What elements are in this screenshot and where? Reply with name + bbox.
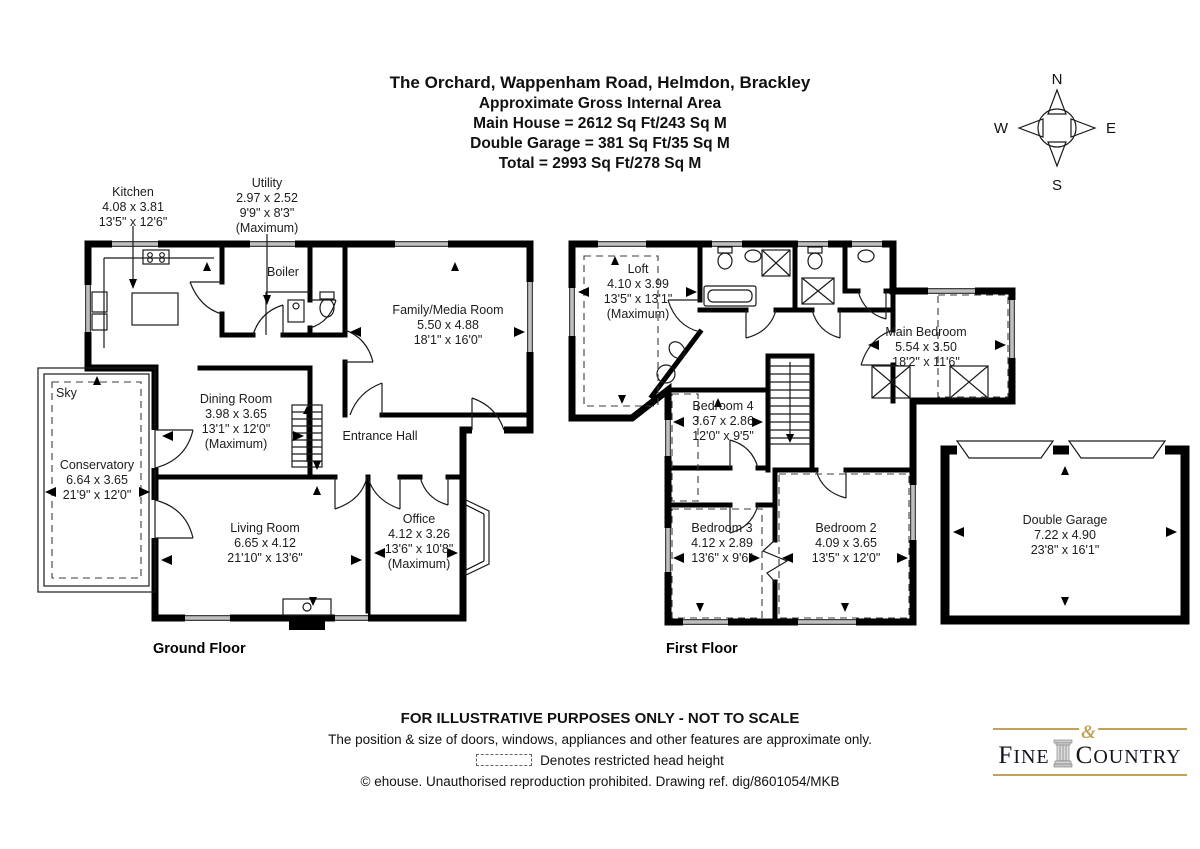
room-name: Boiler	[267, 265, 299, 279]
footer-approximate: The position & size of doors, windows, appliances and other features are approximate only.	[328, 732, 872, 747]
fine-and-country-logo	[993, 722, 1187, 780]
room-dims-m: 5.50 x 4.88	[417, 318, 479, 332]
compass-north-label: N	[1051, 71, 1063, 88]
room-label-conservatory	[60, 458, 134, 503]
room-label-main-bedroom	[885, 325, 966, 370]
room-dims-ft: 18'1" x 16'0"	[413, 333, 483, 347]
room-name: Double Garage	[1022, 513, 1108, 527]
room-dims-ft: 13'1" x 12'0"	[201, 422, 271, 436]
total-area: Total = 2993 Sq Ft/278 Sq M	[498, 155, 702, 172]
cloakroom-toilet-icon	[320, 292, 334, 317]
room-dims-m: 4.10 x 3.99	[607, 277, 669, 291]
room-name: Entrance Hall	[342, 429, 418, 443]
room-name: Bedroom 3	[691, 521, 753, 535]
room-dims-m: 7.22 x 4.90	[1034, 528, 1096, 542]
logo-bottom-rule	[993, 774, 1187, 776]
room-label-living	[227, 521, 303, 566]
room-note: (Maximum)	[606, 307, 670, 321]
room-dims-m: 2.97 x 2.52	[236, 191, 298, 205]
kitchen-fixtures	[92, 250, 214, 348]
room-dims-ft: 13'6" x 10'8"	[384, 542, 454, 556]
room-label-entrance-hall	[342, 429, 417, 444]
garage-area: Double Garage = 381 Sq Ft/35 Sq M	[470, 135, 730, 152]
room-name: Sky	[56, 386, 77, 400]
room-label-bedroom2	[812, 521, 881, 566]
room-dims-ft: 21'10" x 13'6"	[227, 551, 303, 565]
room-label-sky	[56, 386, 77, 401]
room-label-loft	[604, 262, 673, 322]
room-note: (Maximum)	[204, 437, 268, 451]
room-name: Living Room	[230, 521, 300, 535]
fireplace-icon	[283, 599, 331, 630]
room-dims-m: 4.09 x 3.65	[815, 536, 877, 550]
room-dims-m: 4.08 x 3.81	[102, 200, 164, 214]
room-dims-ft: 13'5" x 12'6"	[98, 215, 168, 229]
stairs-down-icon	[770, 358, 810, 444]
ground-floor-plan	[38, 226, 534, 630]
wardrobe-icons	[872, 366, 988, 398]
footer-restricted: Denotes restricted head height	[540, 753, 724, 768]
room-label-kitchen	[99, 185, 168, 230]
room-label-bedroom4	[692, 399, 754, 444]
title-subtitle: Approximate Gross Internal Area	[478, 95, 722, 112]
property-address: The Orchard, Wappenham Road, Helmdon, Brackley	[389, 73, 811, 92]
room-name: Utility	[251, 176, 283, 190]
room-dims-ft: 23'8" x 16'1"	[1030, 543, 1100, 557]
room-label-dining	[200, 392, 272, 452]
footer-copyright: © ehouse. Unauthorised reproduction prohibited. Drawing ref. dig/8601054/MKB	[360, 774, 840, 789]
compass-south-label: S	[1051, 177, 1063, 194]
room-dims-ft: 13'5" x 12'0"	[811, 551, 881, 565]
room-name: Loft	[627, 262, 649, 276]
room-dims-m: 4.12 x 3.26	[388, 527, 450, 541]
room-label-family-media	[392, 303, 503, 348]
restricted-head-height-key-icon	[476, 754, 532, 766]
office-bay-window	[466, 500, 489, 575]
room-name: Kitchen	[112, 185, 154, 199]
title-block	[0, 72, 1200, 174]
room-name: Family/Media Room	[392, 303, 504, 317]
room-name: Conservatory	[59, 458, 135, 472]
footer-notice: FOR ILLUSTRATIVE PURPOSES ONLY - NOT TO SCALE	[400, 710, 800, 727]
main-house-area: Main House = 2612 Sq Ft/243 Sq M	[473, 115, 727, 132]
room-dims-ft: 21'9" x 12'0"	[62, 488, 132, 502]
compass-west-label: W	[993, 120, 1008, 137]
room-note: (Maximum)	[387, 557, 451, 571]
room-name: Bedroom 4	[692, 399, 754, 413]
logo-country: COUNTRY	[1075, 742, 1182, 769]
room-label-bedroom3	[691, 521, 753, 566]
compass-east-label: E	[1106, 120, 1117, 137]
room-label-office	[385, 512, 454, 572]
room-dims-ft: 13'5" x 13'1"	[603, 292, 673, 306]
room-dims-m: 4.12 x 2.89	[691, 536, 753, 550]
room-dims-m: 3.67 x 2.86	[692, 414, 754, 428]
room-name: Office	[402, 512, 436, 526]
logo-fine: FINE	[998, 742, 1050, 769]
room-dims-m: 6.64 x 3.65	[66, 473, 128, 487]
boiler-icon	[288, 300, 304, 322]
room-label-double-garage	[1023, 513, 1108, 558]
room-name: Main Bedroom	[885, 325, 967, 339]
first-floor-label: First Floor	[666, 641, 738, 657]
room-dims-m: 5.54 x 3.50	[895, 340, 957, 354]
ground-floor-label: Ground Floor	[153, 641, 246, 657]
room-dims-ft: 9'9" x 8'3"	[239, 206, 295, 220]
room-dims-ft: 12'0" x 9'5"	[692, 429, 754, 443]
room-name: Dining Room	[199, 392, 273, 406]
room-label-utility	[236, 176, 299, 236]
column-icon	[1053, 738, 1073, 768]
room-name: Bedroom 2	[815, 521, 877, 535]
room-note: (Maximum)	[235, 221, 299, 235]
room-dims-m: 6.65 x 4.12	[234, 536, 296, 550]
room-dims-ft: 18'2" x 11'6"	[892, 355, 960, 369]
room-label-boiler	[267, 265, 299, 280]
logo-ampersand: &	[1081, 722, 1096, 743]
room-dims-ft: 13'6" x 9'6"	[691, 551, 753, 565]
room-dims-m: 3.98 x 3.65	[205, 407, 267, 421]
